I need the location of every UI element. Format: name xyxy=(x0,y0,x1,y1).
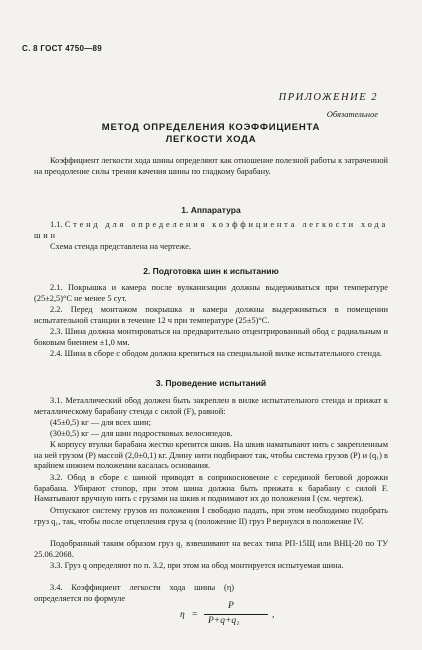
section-3-paragraph-2a: Отпускают систему грузов из положения I свободно падать, при этом необходимо подобрать груз q₁, так, чтобы после отцепления груза q (положение II) груз P вернулся в положение IV. xyxy=(34,506,388,526)
section-2-paragraph-2: 2.2. Перед монтажом покрышка и камера должны выдерживаться в помещении испытательной станции в течение 12 ч при температуре (25±5)°С. xyxy=(34,305,388,325)
section-2-paragraph-3: 2.3. Шина должна монтироваться на предварительно отцентрированный обод с радиальным и боковым биением ±1,0 мм. xyxy=(34,327,388,347)
annex-block xyxy=(279,92,378,119)
paragraph-number: 1.1. xyxy=(50,220,63,229)
section-1-paragraph-2: Схема стенда представлена на чертеже. xyxy=(50,242,191,251)
section-3-paragraph-4: 3.4. Коэффициент легкости хода шины (η) определяется по формуле xyxy=(34,583,234,603)
annex-status: Обязательное xyxy=(326,109,378,119)
section-3-list-item-2: (30±0,5) кг — для шин подростковых велосипедов. xyxy=(50,429,233,438)
section-3-heading: 3. Проведение испытаний xyxy=(155,378,267,388)
section-3-paragraph-1c: К корпусу втулки барабана жестко крепится шкив. На шкив наматывают нить с закрепленным на ней грузом (P) массой (2,0±0,1) кг. Длину нити подбирают так, чтобы система грузов (P) и (q₁) в крайнем нижнем положении касалась основания. xyxy=(34,440,388,471)
section-3-paragraph-1: 3.1. Металлический обод должен быть закреплен в вилке испытательного стенда и прижат к металлическому барабану стенда с силой (F), равной: xyxy=(34,396,388,416)
efficiency-formula xyxy=(164,598,284,632)
section-3-paragraph-3: 3.3. Груз q определяют по п. 3.2, при этом на обод монтируется испытуемая шина. xyxy=(50,561,344,570)
section-3-paragraph-2: 3.2. Обод в сборе с шиной приводят в соприкосновение с серединой беговой дорожки барабана. Убирают стопор, при этом шина должна быть прижата к барабану с силой F. Наматывают вручную нить с грузами на шкив и поднимают их до положения I (см. чертеж). xyxy=(34,473,388,504)
document-title xyxy=(0,122,422,146)
formula-denominator: P+q+q₁ xyxy=(208,616,240,626)
title-line-1: МЕТОД ОПРЕДЕЛЕНИЯ КОЭФФИЦИЕНТА xyxy=(101,122,321,133)
paragraph-spaced-text: Стенд для определения коэффициента легкости хода шин xyxy=(34,220,389,240)
annex-title: ПРИЛОЖЕНИЕ 2 xyxy=(278,92,378,103)
title-line-2: ЛЕГКОСТИ ХОДА xyxy=(165,134,257,145)
formula-numerator: P xyxy=(228,601,234,611)
section-1-paragraph-1 xyxy=(34,220,388,241)
formula-lhs: η xyxy=(180,610,185,620)
fraction-bar xyxy=(204,614,268,615)
section-3-list-item-1: (45±0,5) кг — для всех шин; xyxy=(50,418,151,427)
section-2-paragraph-1: 2.1. Покрышка и камера после вулканизации должны выдерживаться при температуре (25±2,5)°С не менее 5 сут. xyxy=(34,283,388,303)
section-1-heading: 1. Аппаратура xyxy=(181,205,241,215)
section-2-heading: 2. Подготовка шин к испытанию xyxy=(143,266,279,276)
section-3-paragraph-2b: Подобранный таким образом груз q₁ взвешивают на весах типа РП-15Щ или ВНЦ-20 по ТУ 25.06.2068. xyxy=(34,539,388,559)
formula-equals: = xyxy=(192,610,198,620)
intro-paragraph: Коэффициент легкости хода шины определяют как отношение полезной работы к затраченной на преодоление силы трения качения шины по гладкому барабану. xyxy=(34,156,388,176)
formula-comma: , xyxy=(272,610,275,620)
page-header-code: С. 8 ГОСТ 4750—89 xyxy=(22,44,103,53)
section-2-paragraph-4: 2.4. Шина в сборе с ободом должна крепиться на специальной вилке испытательного стенда. xyxy=(50,349,383,358)
